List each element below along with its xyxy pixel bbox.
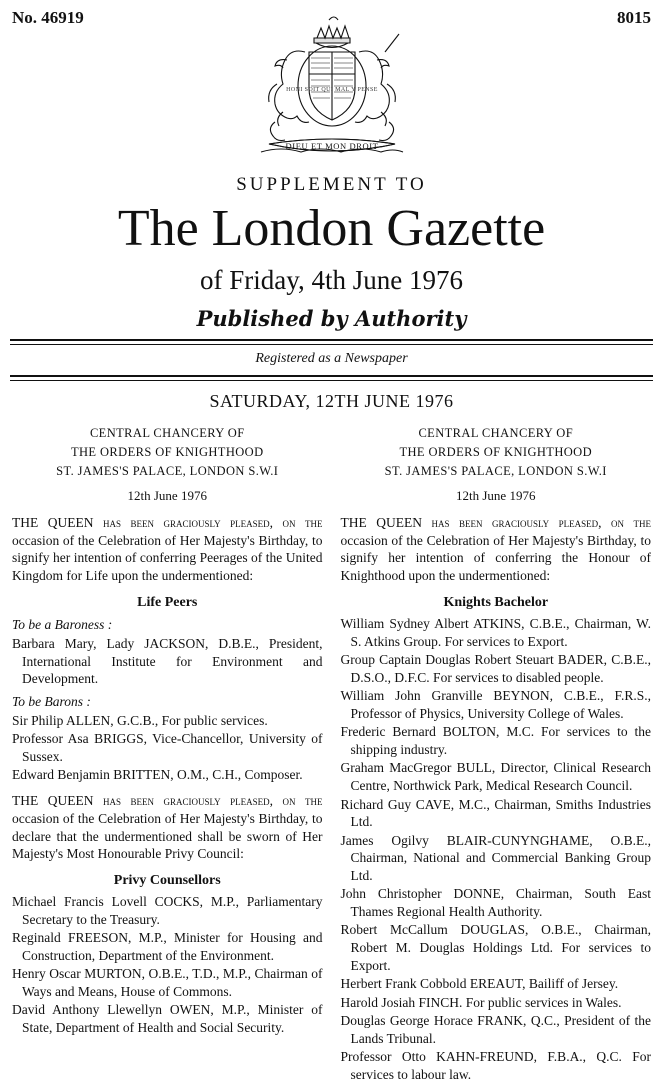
royal-coat-of-arms [0, 12, 663, 172]
chancery-line-2: THE ORDERS OF KNIGHTHOOD [70, 444, 264, 459]
list-item: David Anthony Llewellyn OWEN, M.P., Minister of State, Department of Health and Social Security. [12, 1002, 323, 1036]
supplement-label: SUPPLEMENT TO [236, 174, 427, 195]
list-item: Reginald FREESON, M.P., Minister for Housing and Construction, Department of the Environment. [12, 930, 323, 963]
publication-date: SATURDAY, 12TH JUNE 1976 [209, 390, 454, 411]
list-item: Professor Asa BRIGGS, Vice-Chancellor, University of Sussex. [12, 731, 323, 764]
page-number: 8015 [617, 8, 651, 27]
list-item: Harold Josiah FINCH. For public services in Wales. [340, 994, 622, 1010]
baroness-list [12, 635, 323, 688]
chancery-line-2: THE ORDERS OF KNIGHTHOOD [399, 444, 593, 459]
divider-bottom [10, 375, 653, 377]
divider-top-thin [10, 344, 653, 345]
crest-icon [217, 12, 447, 172]
list-item: James Ogilvy BLAIR-CUNYNGHAME, O.B.E., Chairman, National and Commercial Banking Group Ltd. [340, 832, 651, 883]
chancery-line-3: ST. JAMES'S PALACE, LONDON S.W.I [384, 464, 607, 479]
list-item: Henry Oscar MURTON, O.B.E., T.D., M.P., Chairman of Ways and Means, House of Commons. [12, 966, 323, 999]
barons-subheading: To be Barons : [12, 693, 91, 709]
svg-text:HONI SOIT QUI MAL Y PENSE: HONI SOIT QUI MAL Y PENSE [285, 87, 378, 93]
chancery-line-3: ST. JAMES'S PALACE, LONDON S.W.I [56, 464, 279, 479]
right-chancery-heading [341, 424, 652, 506]
chancery-line-1: CENTRAL CHANCERY OF [418, 425, 574, 440]
divider-bottom-thin [10, 380, 653, 381]
left-column [12, 424, 323, 1084]
chancery-date: 12th June 1976 [456, 487, 536, 503]
right-intro-paragraph: THE QUEEN has been graciously pleased, on the occasion of the Celebration of Her Majesty's Birthday, to signify her intention of conferring the Honour of Knighthood upon the undermentioned: [340, 514, 651, 584]
issue-number: No. 46919 [12, 8, 84, 27]
privy-counsellors-list [12, 893, 323, 1036]
barons-list [12, 712, 323, 784]
divider-top [10, 339, 653, 341]
list-item: Robert McCallum DOUGLAS, O.B.E., Chairman, Robert M. Douglas Holdings Ltd. For services to Export. [340, 922, 651, 973]
list-item: Graham MacGregor BULL, Director, Clinical Research Centre, Northwick Park, Medical Research Council. [340, 760, 651, 794]
masthead-dateline: of Friday, 4th June 1976 [200, 264, 463, 295]
right-column [341, 424, 652, 1084]
privy-counsellors-heading: Privy Counsellors [113, 873, 221, 889]
page-title: The London Gazette [117, 200, 546, 257]
list-item: Herbert Frank Cobbold EREAUT, Bailiff of Jersey. [340, 976, 619, 992]
list-item: Professor Otto KAHN-FREUND, F.B.A., Q.C. For services to labour law. [340, 1049, 651, 1082]
list-item: Frederic Bernard BOLTON, M.C. For services to the shipping industry. [340, 724, 651, 757]
list-item: William Sydney Albert ATKINS, C.B.E., Chairman, W. S. Atkins Group. For services to Export. [340, 616, 651, 649]
registered-as-newspaper: Registered as a Newspaper [255, 350, 408, 366]
published-by-authority: Published by Authority [196, 305, 467, 331]
list-item: Michael Francis Lovell COCKS, M.P., Parliamentary Secretary to the Treasury. [12, 894, 323, 927]
svg-text:DIEU ET MON DROIT: DIEU ET MON DROIT [285, 141, 378, 151]
two-column-body [0, 424, 663, 1084]
list-item: Edward Benjamin BRITTEN, O.M., C.H., Composer. [12, 767, 303, 783]
baroness-subheading: To be a Baroness : [12, 617, 113, 633]
list-item: John Christopher DONNE, Chairman, South East Thames Regional Health Authority. [340, 886, 651, 919]
list-item: Barbara Mary, Lady JACKSON, D.B.E., President, International Institute for Environment and Development. [12, 636, 323, 687]
list-item: Douglas George Horace FRANK, Q.C., President of the Lands Tribunal. [340, 1013, 651, 1046]
left-chancery-heading [12, 424, 323, 506]
chancery-date: 12th June 1976 [127, 487, 207, 503]
left-intro-paragraph: THE QUEEN has been graciously pleased, on the occasion of the Celebration of Her Majesty's Birthday, to signify her intention of conferring Peerages of the United Kingdom for Life upon the undermentioned: [12, 514, 323, 584]
knights-bachelor-list [341, 615, 652, 1083]
list-item: William John Granville BEYNON, C.B.E., F.R.S., Professor of Physics, University College of Wales. [340, 688, 651, 721]
knights-bachelor-heading: Knights Bachelor [443, 595, 549, 611]
list-item: Sir Philip ALLEN, G.C.B., For public services. [12, 712, 268, 728]
life-peers-heading: Life Peers [137, 595, 198, 611]
list-item: Richard Guy CAVE, M.C., Chairman, Smiths Industries Ltd. [340, 796, 651, 830]
list-item: Group Captain Douglas Robert Steuart BADER, C.B.E., D.S.O., D.F.C. For services to disabled people. [340, 652, 651, 685]
chancery-line-1: CENTRAL CHANCERY OF [89, 425, 245, 440]
left-second-intro-paragraph: THE QUEEN has been graciously pleased, on the occasion of the Celebration of Her Majesty's Birthday, to declare that the undermentioned shall be sworn of Her Majesty's Most Honourable Privy Council: [12, 792, 323, 862]
